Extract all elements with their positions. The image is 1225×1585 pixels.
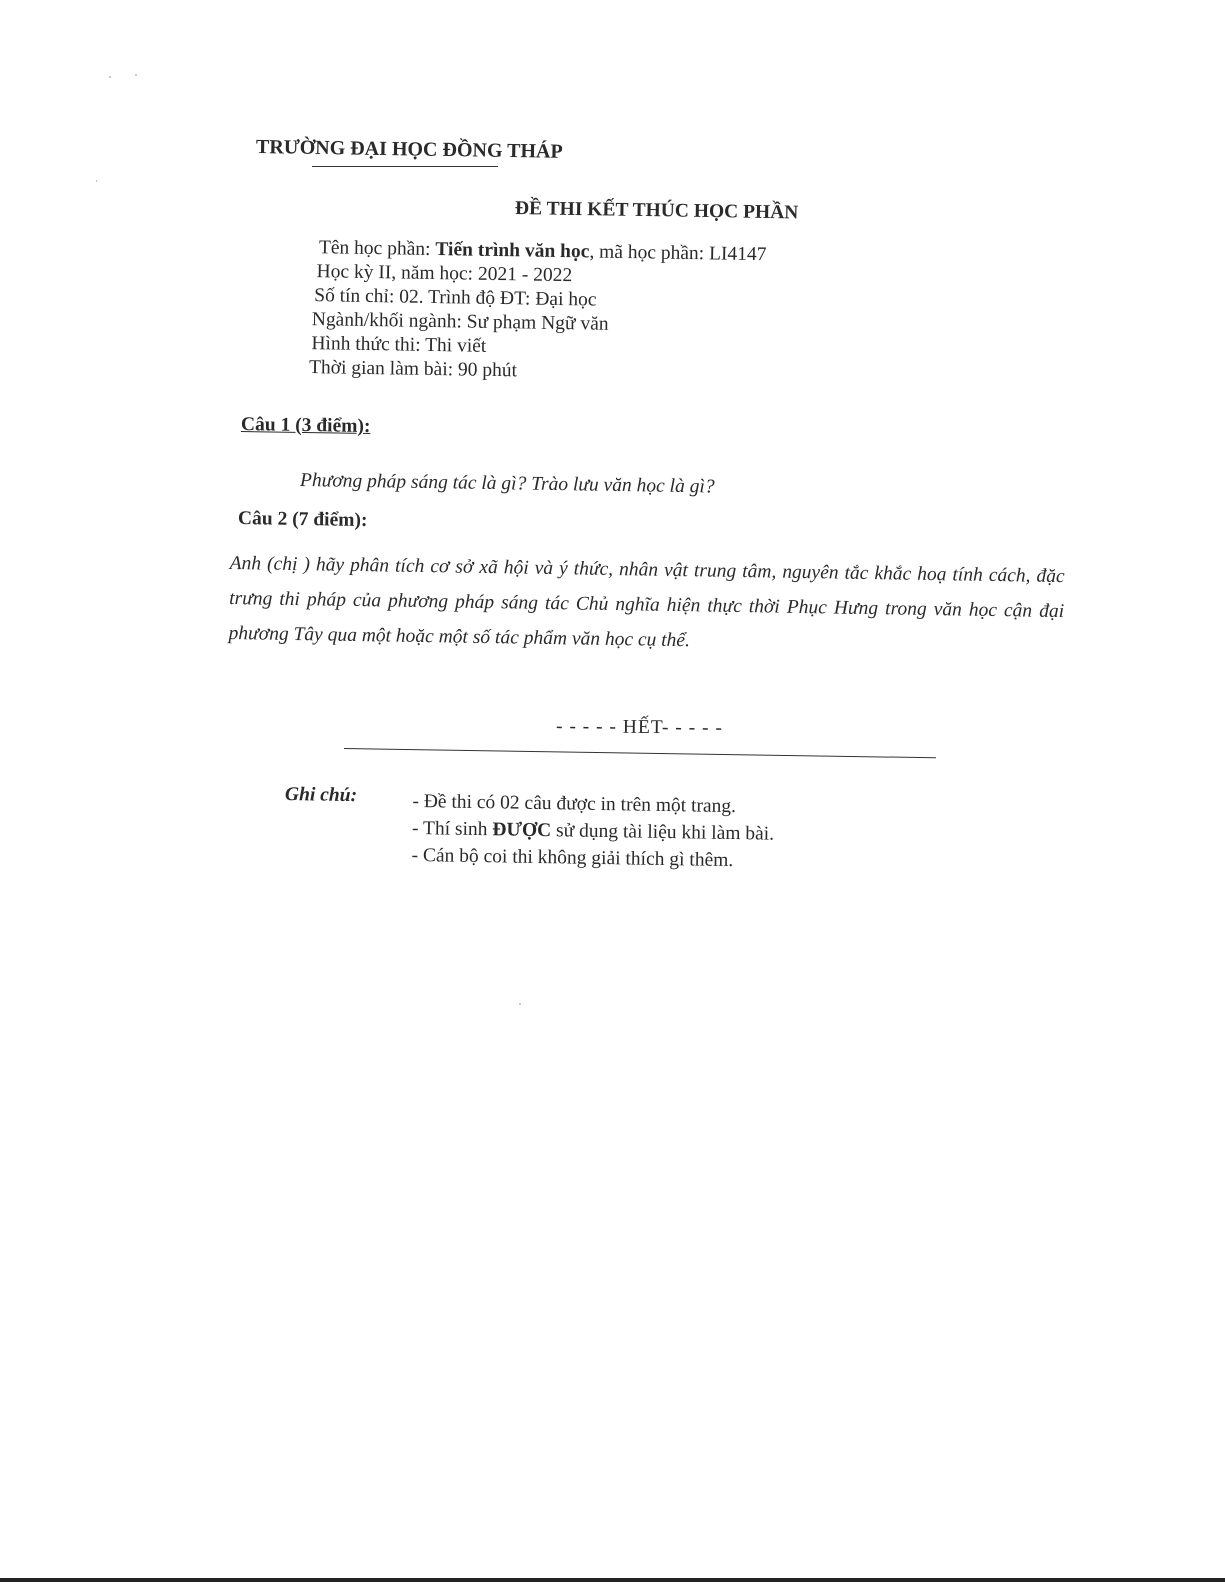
semester-line: Học kỳ II, năm học: 2021 - 2022 bbox=[316, 261, 573, 287]
note-2-prefix: - Thí sinh bbox=[411, 818, 493, 841]
note-item: - Cán bộ coi thi không giải thích gì thêm. bbox=[411, 844, 734, 872]
school-name: TRƯỜNG ĐẠI HỌC ĐỒNG THÁP bbox=[255, 136, 563, 163]
question-2-text: Anh (chị ) hãy phân tích cơ sở xã hội và ý thức, nhân vật trung tâm, nguyên tắc khắc hoạ tính cách, đặc trưng thi pháp của phương pháp sáng tác Chủ nghĩa hiện thực thời Phục Hưng trong văn học cận đại phương Tây qua một hoặc một số tác phẩm văn học cụ thể. bbox=[228, 552, 1065, 652]
major-line: Ngành/khối ngành: Sư phạm Ngữ văn bbox=[311, 309, 609, 335]
question-2-title: Câu 2 (7 điểm): bbox=[237, 508, 368, 532]
course-name-prefix: Tên học phần: bbox=[318, 237, 436, 261]
question-2-body bbox=[228, 546, 1065, 664]
end-mark: - - - - - HẾT- - - - - bbox=[555, 716, 724, 739]
scan-speck bbox=[519, 1003, 521, 1005]
scan-speck bbox=[109, 76, 111, 78]
note-2-bold: ĐƯỢC bbox=[492, 819, 552, 842]
course-info bbox=[305, 236, 767, 387]
note-label: Ghi chú: bbox=[284, 784, 358, 807]
school-underline bbox=[312, 166, 498, 167]
scan-speck bbox=[135, 74, 137, 76]
exam-form-line: Hình thức thi: Thi viết bbox=[311, 333, 487, 357]
question-1-text: Phương pháp sáng tác là gì? Trào lưu văn học là gì? bbox=[299, 470, 715, 498]
note-item: - Đề thi có 02 câu được in trên một trang. bbox=[412, 791, 737, 818]
course-code: , mã học phần: LI4147 bbox=[589, 241, 767, 266]
credits-line: Số tín chỉ: 02. Trình độ ĐT: Đại học bbox=[314, 285, 597, 311]
note-2-suffix: sử dụng tài liệu khi làm bài. bbox=[551, 820, 775, 845]
duration-line: Thời gian làm bài: 90 phút bbox=[308, 357, 518, 382]
question-1-title: Câu 1 (3 điểm): bbox=[240, 414, 371, 438]
exam-title: ĐỀ THI KẾT THÚC HỌC PHẦN bbox=[514, 198, 799, 224]
scan-bottom-edge bbox=[0, 1578, 1225, 1582]
end-divider bbox=[344, 748, 936, 758]
notes-list bbox=[411, 788, 774, 875]
course-name: Tiến trình văn học bbox=[435, 239, 590, 263]
scan-speck bbox=[96, 180, 97, 182]
